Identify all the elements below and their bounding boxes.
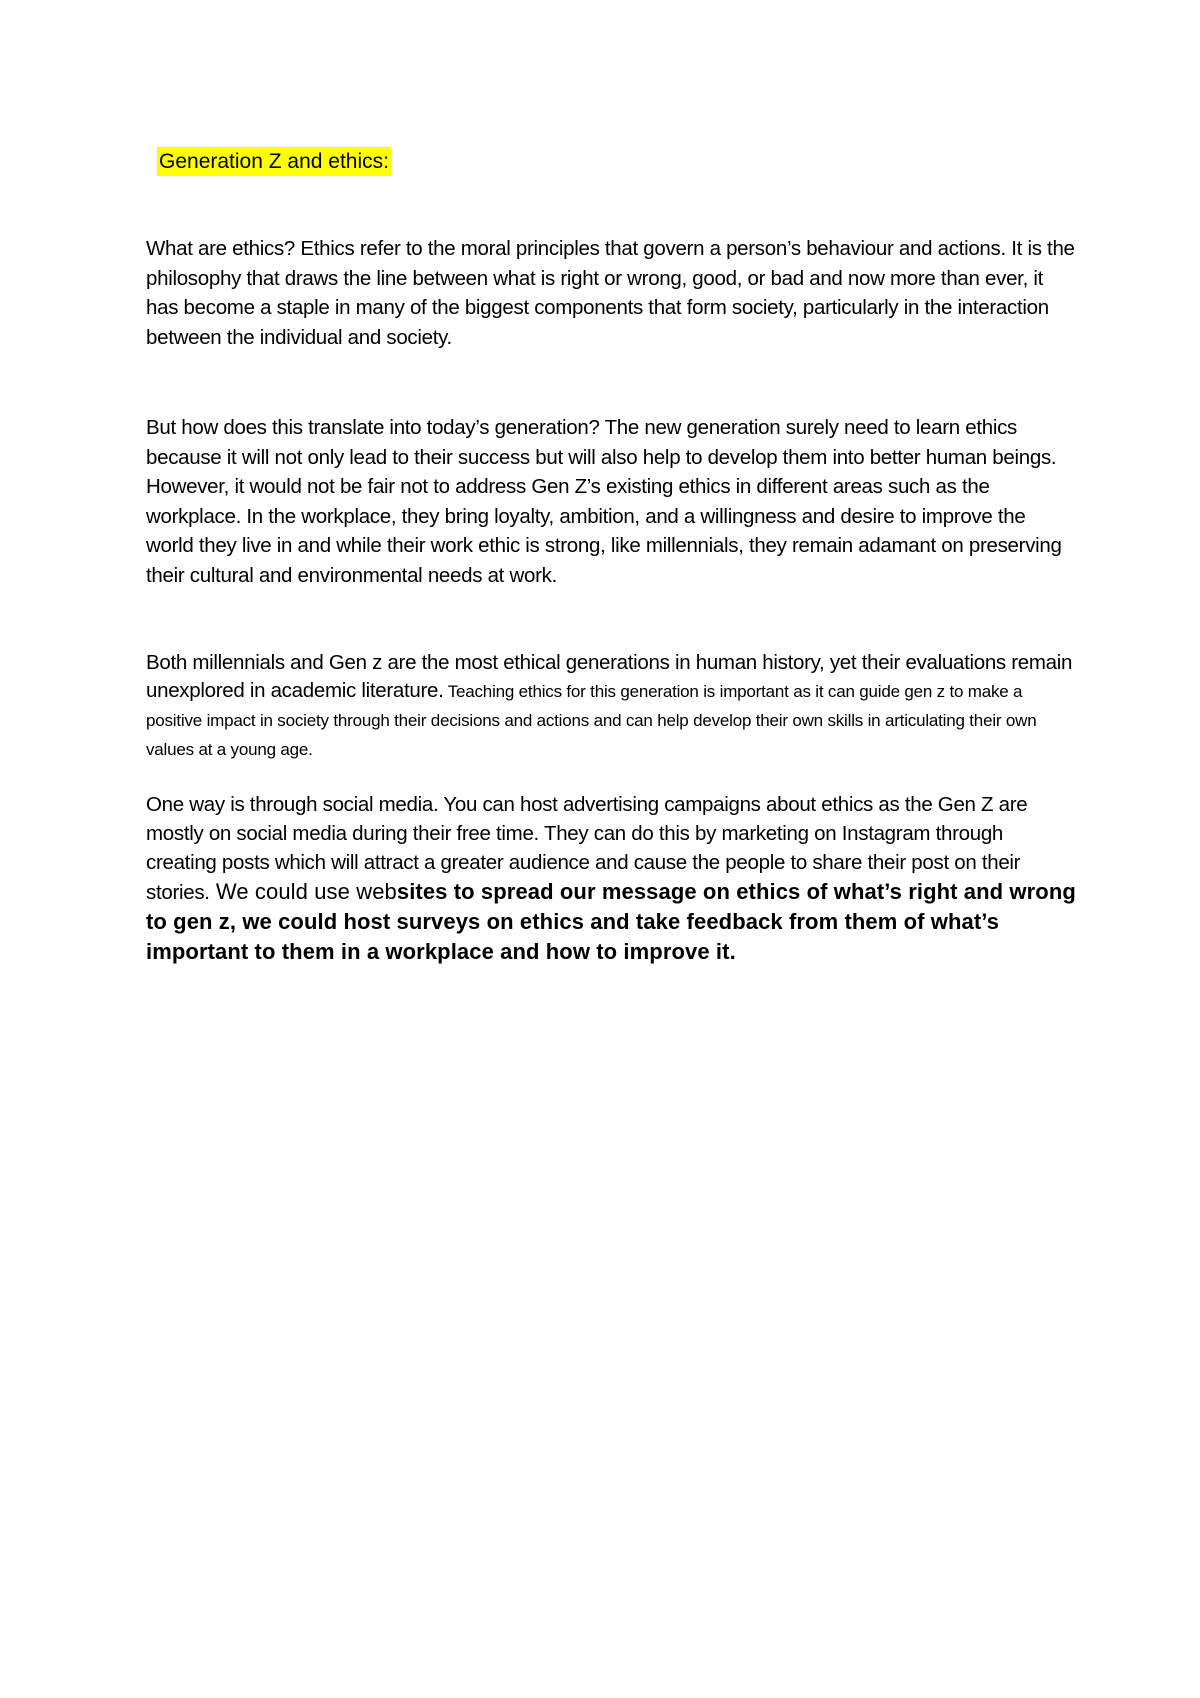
paragraph-todays-generation: But how does this translate into today’s generation? The new generation surely need to learn ethics because it will not only lead to their success but will also help to develop them into better human beings. However, it would not be fair not to address Gen Z’s existing ethics in different areas such as the workplace. In the workplace, they bring loyalty, ambition, and a willingness and desire to improve the world they live in and while their work ethic is strong, like millennials, they remain adamant on preserving their cultural and environmental needs at work. [146,416,1062,587]
paragraph-social-media-web: We could use web [209,879,397,904]
document-title: Generation Z and ethics: [157,147,391,176]
title-container [157,147,391,176]
paragraph-ethical-generations [146,649,1076,764]
paragraph-ethical-generations-lead: Both millennials and Gen z are the most ethical generations in human history, yet their evaluations remain unexplored in academic literature. [146,651,1073,702]
paragraph-ethical-generations-continuation: Teaching ethics for this generation is important as it can guide gen z to make a positive impact in society through their decisions and actions and can help develop their own skills in articulating their own values at a young age. [146,682,1037,759]
paragraph-social-media-lead: One way is through social media. You can host advertising campaigns about ethics as the Gen Z are mostly on social media during their free time. They can do this by marketing on Instagram through creating posts which will attract a greater audience and cause the people to share their post on their stories. [146,793,1028,904]
paragraph-social-media [146,790,1076,967]
paragraph-social-media-websites: sites to spread our message on ethics of what’s right and wrong to gen z, we could host surveys on ethics and take feedback from them of what’s important to them in a workplace and how to improve it. [146,879,1076,964]
paragraph-ethics-definition: What are ethics? Ethics refer to the moral principles that govern a person’s behaviour and actions. It is the philosophy that draws the line between what is right or wrong, good, or bad and now more than ever, it has become a staple in many of the biggest components that form society, particularly in the interaction between the individual and society. [146,237,1075,349]
